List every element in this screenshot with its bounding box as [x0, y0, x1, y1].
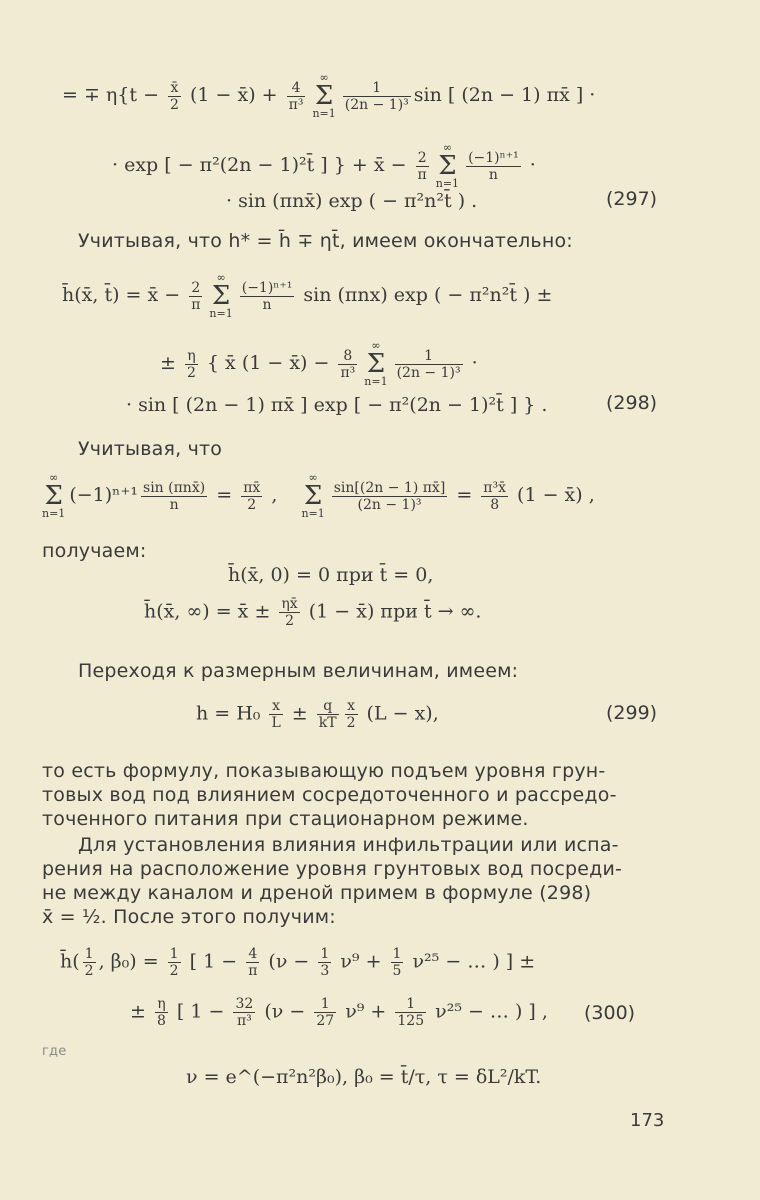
- eq299-tail: (L − x),: [360, 702, 439, 725]
- eq297-l2-frac1: [416, 150, 429, 183]
- sum-lower: n=1: [364, 375, 388, 388]
- eq300-l2-mid2: (ν −: [258, 1000, 312, 1023]
- eq300-l1-frac1: [83, 946, 96, 979]
- frac-numerator: x: [345, 698, 358, 715]
- frac-numerator: 4: [246, 946, 259, 963]
- frac-denominator: π³: [288, 96, 304, 113]
- frac-numerator: η: [155, 996, 168, 1013]
- sum-lower: n=1: [301, 507, 325, 520]
- eq300-l1-mid2: [ 1 −: [183, 950, 244, 973]
- eq300-l2-lead: ±: [130, 1000, 152, 1023]
- frac-numerator: (−1)ⁿ⁺¹: [468, 149, 519, 166]
- frac-denominator: (2n − 1)³: [396, 364, 461, 381]
- frac-denominator: 2: [247, 496, 257, 513]
- eq298-line1: [62, 272, 552, 320]
- para2-line1: Для установления влияния инфильтрации или испа-: [78, 834, 619, 856]
- sigma-symbol: Σ: [366, 349, 386, 379]
- eq300-l2-frac2: [233, 996, 255, 1029]
- frac-numerator: q: [317, 698, 339, 715]
- eq300-l1-frac5: [391, 946, 404, 979]
- sigma-symbol: Σ: [438, 151, 457, 181]
- sum-upper: ∞: [49, 471, 59, 484]
- eq297-l1-frac3: [343, 80, 411, 113]
- frac-denominator: π: [248, 963, 258, 979]
- eq300-l2-frac3: [314, 996, 336, 1029]
- frac-denominator: n: [169, 496, 179, 513]
- eq297-l2-sum: [436, 142, 459, 190]
- eq300-l2-frac1: [155, 996, 168, 1029]
- frac-denominator: 2: [186, 364, 196, 381]
- eq298-line2: [160, 340, 478, 388]
- eq-sign-1: =: [210, 484, 239, 506]
- frac-denominator: 3: [320, 963, 330, 979]
- eq297-l1-frac2: [287, 80, 306, 113]
- frac-numerator: 1: [343, 80, 411, 97]
- frac-denominator: 2: [169, 963, 179, 979]
- sigma-symbol: Σ: [314, 81, 334, 111]
- frac-denominator: (2n − 1)³: [357, 496, 422, 513]
- frac-numerator: 1: [314, 996, 336, 1013]
- eq298-l2-sum: [364, 340, 387, 388]
- sum2-frac: [332, 480, 448, 513]
- frac-denominator: 2: [170, 96, 179, 113]
- frac-denominator: π³: [236, 1013, 252, 1029]
- para1-line2: товых вод под влиянием сосредоточенного и рассредо-: [42, 784, 617, 806]
- frac-denominator: n: [488, 166, 498, 183]
- eq300-l1-frac3: [246, 946, 259, 979]
- para2-line2: рения на расположение уровня грунтовых вод посреди-: [42, 858, 623, 880]
- eq297-l1-minus: −: [137, 84, 166, 106]
- frac-denominator: 8: [490, 496, 500, 513]
- eq299: [196, 698, 439, 731]
- eq298-l2-frac2: [338, 348, 357, 381]
- eq299-frac2: [317, 698, 339, 731]
- eq300-l2-mid: [ 1 −: [170, 1000, 231, 1023]
- frac-numerator: sin (πnx̄): [143, 479, 206, 496]
- eq297-l1-t: t: [129, 84, 138, 106]
- limit-inf-tail: (1 − x̄) при t̄ → ∞.: [302, 600, 482, 623]
- frac-denominator: 2: [84, 963, 94, 979]
- eq300-l2-tail: ν²⁵ − … ) ] ,: [429, 1000, 548, 1023]
- eq-definitions: ν = e^(−π²n²β₀), β₀ = t̄/τ, τ = δL²/kT.: [186, 1066, 542, 1088]
- sum2-result: [481, 480, 508, 513]
- eq297-line2: [112, 142, 536, 190]
- text-given-sums: Учитывая, что: [78, 438, 223, 460]
- eq298-l1-frac2: [240, 280, 295, 313]
- eq300-l1-frac4: [318, 946, 331, 979]
- frac-numerator: x: [269, 698, 282, 715]
- eq300-l1-frac2: [168, 946, 181, 979]
- eq298-l2-tail: ·: [465, 352, 478, 374]
- eq298-line3: · sin [ (2n − 1) πx̄ ] exp [ − π²(2n − 1)²t̄ ] } .: [126, 394, 548, 416]
- frac-denominator: 125: [397, 1013, 425, 1029]
- eq-sum-identities: [38, 472, 595, 520]
- sum2: [301, 472, 324, 520]
- frac-numerator: 2: [189, 280, 202, 297]
- sum-upper: ∞: [371, 339, 381, 352]
- eq-limit-infinity: [144, 596, 481, 629]
- sigma-symbol: Σ: [303, 481, 323, 511]
- eq298-l2-lead: ±: [160, 352, 182, 374]
- frac-numerator: 8: [338, 348, 357, 365]
- eq299-lead: h = H₀: [196, 702, 267, 725]
- eq297-l2-tail: ·: [523, 154, 536, 176]
- frac-numerator: 32: [235, 996, 254, 1012]
- frac-denominator: 5: [392, 963, 402, 979]
- frac-numerator: 1: [395, 996, 426, 1013]
- eq297-line3: · sin (πnx̄) exp ( − π²n²t̄ ) .: [226, 190, 478, 212]
- frac-denominator: π: [191, 296, 201, 313]
- sum-upper: ∞: [319, 71, 329, 84]
- frac-denominator: (2n − 1)³: [344, 96, 409, 113]
- eq300-l1-tail: ν²⁵ − … ) ] ±: [406, 950, 536, 973]
- eq297-number: (297): [606, 188, 658, 210]
- sum1-sign-term: (−1)ⁿ⁺¹: [69, 484, 139, 506]
- text-where: где: [42, 1044, 67, 1059]
- frac-numerator: ηx̄: [281, 596, 298, 612]
- eq297-l1-lead: = ∓ η{: [62, 84, 130, 106]
- eq-limit-zero: h̄(x̄, 0) = 0 при t̄ = 0,: [228, 564, 434, 586]
- eq299-frac1: [269, 698, 282, 731]
- eq298-l2-mid: { x̄ (1 − x̄) −: [200, 352, 336, 374]
- limit-inf-lead: h̄(x̄, ∞) = x̄ ±: [144, 600, 277, 623]
- frac-numerator: 4: [287, 80, 306, 97]
- eq300-l1-mid: , β₀) =: [98, 950, 165, 973]
- eq298-l2-frac3: [395, 348, 463, 381]
- eq297-l2-lead: · exp [ − π²(2n − 1)²t̄ ] } + x̄ −: [112, 154, 413, 176]
- eq300-l1-mid3: (ν −: [262, 950, 316, 973]
- frac-numerator: (−1)ⁿ⁺¹: [241, 279, 293, 296]
- frac-numerator: sin[(2n − 1) πx̄]: [333, 479, 446, 496]
- frac-numerator: πx̄: [243, 479, 261, 496]
- eq298-l1-tail: sin (πnx) exp ( − π²n²t̄ ) ±: [297, 284, 553, 306]
- frac-denominator: 27: [316, 1013, 335, 1029]
- sigma-symbol: Σ: [211, 281, 231, 311]
- page-number: 173: [630, 1110, 665, 1131]
- eq298-l1-sum: [209, 272, 232, 320]
- frac-numerator: 2: [416, 150, 429, 167]
- eq300-l2-frac4: [395, 996, 426, 1029]
- eq297-l2-frac2: [466, 150, 521, 183]
- eq298-l1-frac1: [189, 280, 202, 313]
- eq299-frac3: [345, 698, 358, 731]
- frac-denominator: kT: [318, 715, 337, 731]
- sigma-symbol: Σ: [44, 481, 63, 511]
- sum1: [42, 472, 65, 520]
- eq300-number: (300): [584, 1002, 636, 1024]
- frac-numerator: 1: [320, 946, 330, 962]
- frac-denominator: 2: [346, 715, 356, 731]
- frac-numerator: η: [185, 348, 198, 365]
- eq297-l1-mid: (1 − x̄) +: [183, 84, 284, 106]
- frac-denominator: n: [262, 296, 272, 313]
- eq297-l1-tail: sin [ (2n − 1) πx̄ ] ·: [413, 84, 596, 106]
- limit-inf-frac: [279, 596, 299, 629]
- frac-numerator: 1: [169, 946, 179, 962]
- sum-lower: n=1: [209, 307, 233, 320]
- eq297-l1-frac1: [168, 80, 181, 113]
- para1-line1: то есть формулу, показывающую подъем уровня грун-: [42, 760, 606, 782]
- sum-upper: ∞: [442, 141, 452, 154]
- text-obtain: получаем:: [42, 540, 147, 562]
- eq298-l1-lead: h̄(x̄, t̄) = x̄ −: [62, 284, 187, 306]
- eq300-l2-mid3: ν⁹ +: [339, 1000, 393, 1023]
- para2-line3: не между каналом и дреной примем в формуле (298): [42, 882, 592, 904]
- sum1-result: [241, 480, 262, 513]
- text-dimensional: Переходя к размерным величинам, имеем:: [78, 660, 519, 682]
- frac-numerator: 1: [84, 946, 94, 962]
- eq300-l1-mid4: ν⁹ +: [334, 950, 388, 973]
- eq300-line2: [130, 996, 548, 1029]
- frac-denominator: 2: [285, 613, 295, 629]
- sum-upper: ∞: [216, 271, 226, 284]
- frac-denominator: π: [417, 166, 427, 183]
- sum-upper: ∞: [308, 471, 318, 484]
- frac-numerator: π³x̄: [483, 479, 507, 496]
- eq298-number: (298): [606, 392, 658, 414]
- sum-lower: n=1: [42, 507, 66, 520]
- para2-line4: x̄ = ½. После этого получим:: [42, 906, 336, 928]
- eq300-l1-lead: h̄(: [60, 950, 80, 973]
- comma: ,: [265, 484, 278, 506]
- frac-denominator: 8: [156, 1013, 166, 1029]
- eq300-line1: [60, 946, 535, 979]
- frac-denominator: π³: [340, 364, 356, 381]
- text-intro-298: Учитывая, что h* = h̄ ∓ ηt̄, имеем окончательно:: [78, 230, 573, 252]
- para1-line3: точенного питания при стационарном режиме.: [42, 808, 529, 830]
- eq299-number: (299): [606, 702, 658, 724]
- frac-numerator: 1: [392, 946, 402, 962]
- eq297-line1: [62, 72, 595, 120]
- frac-numerator: x̄: [168, 80, 181, 97]
- sum1-frac: [141, 480, 207, 513]
- sum-lower: n=1: [312, 107, 336, 120]
- sum-lower: n=1: [435, 177, 460, 190]
- eq297-l1-sum: [312, 72, 335, 120]
- eq-sign-2: =: [450, 484, 479, 506]
- sum2-tail: (1 − x̄) ,: [511, 484, 595, 506]
- eq299-pm: ±: [285, 702, 314, 725]
- eq298-l2-frac1: [185, 348, 198, 381]
- frac-denominator: L: [271, 715, 281, 731]
- frac-numerator: 1: [395, 348, 463, 365]
